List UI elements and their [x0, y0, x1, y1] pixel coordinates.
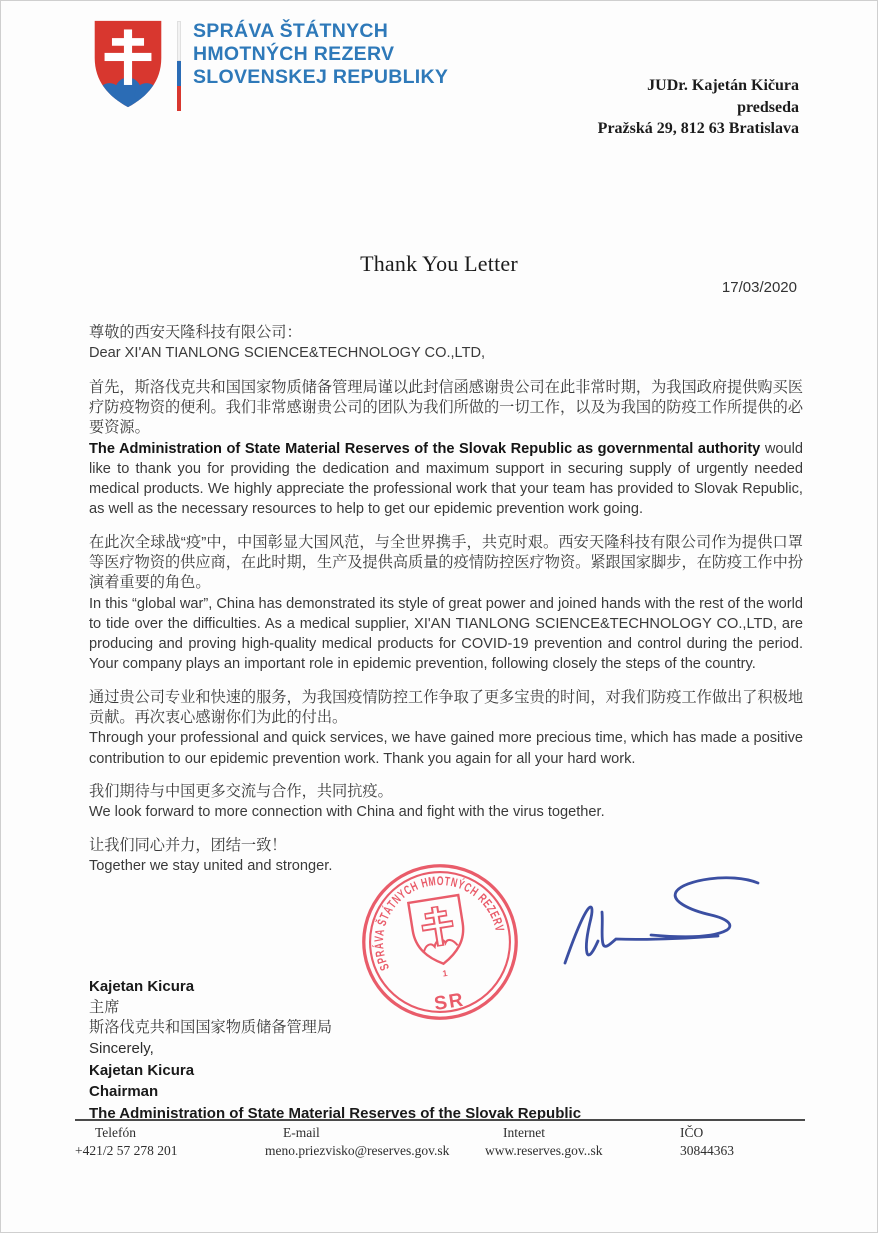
signer-org-cn: 斯洛伐克共和国国家物质储备管理局 [89, 1018, 332, 1036]
footer-ico-value: 30844363 [680, 1142, 734, 1158]
paragraph-1 [89, 378, 803, 520]
paragraph-1-en [89, 439, 803, 520]
contact-name: JUDr. Kajetán Kičura [647, 77, 799, 94]
paragraph-5-en: Together we stay united and stronger. [89, 857, 333, 874]
footer-phone-label: Telefón [95, 1125, 137, 1140]
salutation [89, 323, 803, 364]
footer-phone [75, 1124, 265, 1159]
footer-phone-value: +421/2 57 278 201 [75, 1142, 178, 1158]
footer-ico [680, 1124, 805, 1159]
footer-ico-label: IČO [680, 1125, 704, 1140]
signer-org-en: The Administration of State Material Reserves of the Slovak Republic [89, 1104, 582, 1122]
paragraph-2 [89, 533, 803, 675]
contact-address: Pražská 29, 812 63 Bratislava [597, 120, 799, 137]
org-name-line1: SPRÁVA ŠTÁTNYCH [193, 20, 389, 42]
paragraph-5-cn: 让我们同心并力，团结一致！ [89, 836, 287, 854]
footer-email-label: E-mail [283, 1125, 320, 1140]
stamp-number: 1 [441, 968, 449, 979]
stamp-coat-of-arms-icon [408, 895, 468, 968]
paragraph-4-cn: 我们期待与中国更多交流与合作，共同抗疫。 [89, 782, 393, 800]
signer-title-cn: 主席 [89, 998, 120, 1016]
paragraph-1-en-rest: would like to thank you for providing the dedication and maximum support in securing supply of urgently needed medical products. We highly appreciate the professional work that your team has provided to Slovak Republic, as well as the necessary resources to help to get our epidemic prevention work going. [89, 440, 804, 518]
signer-name-top: Kajetan Kicura [89, 978, 195, 995]
paragraph-4-en: We look forward to more connection with China and fight with the virus together. [89, 804, 605, 821]
signer-title-en: Chairman [89, 1083, 159, 1101]
handwritten-signature [553, 867, 793, 989]
stamp-ring-text: SPRÁVA ŠTÁTNYCH HMOTNÝCH REZERV [371, 873, 508, 973]
letter-title: Thank You Letter [360, 251, 518, 276]
tricolor-divider [177, 21, 181, 111]
salutation-en: Dear XI'AN TIANLONG SCIENCE&TECHNOLOGY CO.,LTD, [89, 345, 486, 362]
paragraph-1-en-bold: The Administration of State Material Reserves of the Slovak Republic as governmental authority [89, 440, 761, 457]
stamp-sr-text: SR [432, 989, 467, 1016]
signer-name: Kajetan Kicura [89, 1061, 195, 1079]
footer-email-value: meno.priezvisko@reserves.gov.sk [265, 1142, 450, 1158]
paragraph-2-cn: 在此次全球战“疫”中，中国彰显大国风范，与全世界携手，共克时艰。西安天隆科技有限公司作为提供口罩等医疗物资的供应商，在此时期，生产及提供高质量的疫情防控医疗物资。紧跟国家脚步，在防疫工作中扮演着重要的角色。 [89, 533, 803, 592]
org-name [193, 17, 448, 89]
letter-date: 17/03/2020 [721, 279, 797, 296]
letterhead [91, 17, 448, 111]
footer-internet [485, 1124, 680, 1159]
paragraph-3-en: Through your professional and quick services, we have gained more precious time, which has made a positive contribution to our epidemic prevention work. Thank you again for all your hard work. [89, 730, 803, 767]
contact-block [598, 75, 799, 140]
paragraph-1-cn: 首先，斯洛伐克共和国国家物质储备管理局谨以此封信函感谢贵公司在此非常时期，为我国政府提供购买医疗防疫物资的便利。我们非常感谢贵公司的团队为我们所做的一切工作，以及为我国的防疫工作所提供的必要资源。 [89, 378, 803, 437]
paragraph-4 [89, 782, 803, 823]
signer-closing: Sincerely, [89, 1040, 154, 1058]
paragraph-3 [89, 688, 803, 769]
paragraph-3-cn: 通过贵公司专业和快速的服务，为我国疫情防控工作争取了更多宝贵的时间，对我们防疫工作做出了积极地贡献。再次衷心感谢你们为此的付出。 [89, 688, 803, 727]
slovak-coat-of-arms-icon [91, 17, 165, 111]
org-name-line2: HMOTNÝCH REZERV [193, 43, 395, 65]
footer-email [265, 1124, 485, 1159]
signer-block [89, 976, 581, 1124]
contact-role: predseda [737, 98, 799, 116]
footer-internet-value: www.reserves.gov..sk [485, 1142, 603, 1158]
org-name-line3: SLOVENSKEJ REPUBLIKY [193, 66, 449, 88]
salutation-cn: 尊敬的西安天隆科技有限公司： [89, 324, 302, 341]
letter-body [89, 323, 803, 889]
paragraph-2-en: In this “global war”, China has demonstrated its style of great power and joined hands with the rest of the world to tide over the difficulties. As a medical supplier, XI'AN TIANLONG SCIENCE&TECHNOLOGY CO.,LTD, are producing and proving high-quality medical products for COVID-19 prevention and control during the period. Your company plays an important role in epidemic prevention, following closely the steps of the country. [89, 595, 803, 673]
footer-internet-label: Internet [503, 1125, 545, 1140]
footer [75, 1119, 805, 1159]
